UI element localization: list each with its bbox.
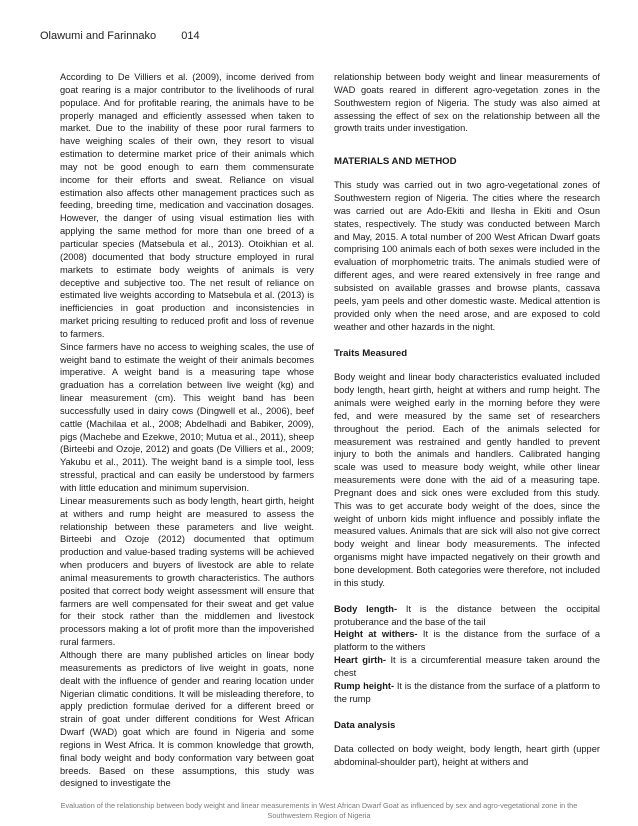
paragraph: Data collected on body weight, body length, heart girth (upper abdominal-shoulder part), height at withers and [334, 744, 600, 768]
definition-text: It is the distance between the occipital protuberance and the base of the tail [334, 603, 600, 627]
definition-term: Body length- [334, 603, 398, 614]
footer-line: Evaluation of the relationship between body weight and linear measurements in West African Dwarf Goat as influenced by sex and agro-vegetational zone in the [60, 801, 578, 810]
section-heading: Traits Measured [334, 348, 408, 360]
definition [334, 654, 600, 680]
definition-term: Heart girth- [334, 655, 386, 666]
paragraph: Linear measurements such as body length, heart girth, height at withers and rump height are measured to assess the relationship between these parameters and live weight. Birteebi and Ozoje (2012) documented that optimum production and value-based trading systems will be achieved when producers and buyers of livestock are able to relate animal measurements to growth characteristics. The authors posited that correct body weight assessment will ensure that farmers are well compensated for their sweat and get value for their stock rather than the middlemen and livestock processors making a lot of profit more than the impoverished rural farmers. [60, 495, 314, 648]
running-footer [30, 801, 608, 820]
definition [334, 680, 600, 706]
definition-term: Rump height- [334, 680, 395, 691]
paragraph: relationship between body weight and linear measurements of WAD goats reared in different agro-vegetation zones in the Southwestern region of Nigeria. The study was also aimed at assessing the effect of sex on the relationship between all the growth traits under investigation. [334, 72, 600, 134]
definition-text: It is a circumferential measure taken around the chest [334, 655, 600, 678]
paragraph: Although there are many published articles on linear body measurements as predictors of live weight in goats, none dealt with the influence of gender and rearing location under Nigerian climatic conditions. It will be misleading therefore, to apply prediction formulae derived for a different breed or strain of goat under different conditions for West African Dwarf (WAD) goat which are found in Nigeria and some regions in West Africa. It is common knowledge that growth, final body weight and body conformation vary between goat breeds. Based on these assumptions, this study was designed to investigate the [60, 649, 314, 789]
section-heading: Data analysis [334, 720, 396, 732]
footer-line: Southwestern Region of Nigeria [267, 810, 371, 820]
definition [334, 603, 600, 629]
right-column [334, 71, 600, 769]
definition-text: It is the distance from the surface of a platform to the rump [334, 680, 600, 704]
page-number: 014 [181, 30, 200, 42]
running-header [40, 30, 200, 42]
header-authors: Olawumi and Farinnako [40, 30, 157, 42]
definition-text: It is the distance from the surface of a platform to the withers [334, 629, 601, 653]
section-heading: MATERIALS AND METHOD [334, 156, 457, 168]
definition [334, 628, 600, 654]
paragraph: This study was carried out in two agro-vegetational zones of Southwestern region of Nigeria. The cities where the research was carried out are Ado-Ekiti and Ilesha in Ekiti and Osun states, respectively. The study was conducted between March and May, 2015. A total number of 200 West African Dwarf goats comprising 100 animals each of both sexes were included in the evaluation of morphometric traits. The animals studied were of different ages, and were reared extensively in free range and subsisted on available grasses and browse plants, cassava peels, yam peels and other domestic waste. Medical attention is provided only when the need arose, and are exposed to cold weather and other hazards in the night. [334, 180, 600, 332]
left-column [60, 71, 314, 790]
paragraph: Body weight and linear body characteristics evaluated included body length, heart girth, height at withers and rump height. The animals were weighed early in the morning before they were fed, and were measured by the same set of researchers throughout the period. Each of the animals selected for measurement was restrained and gently handled to prevent injury to both the animals and handlers. Calibrated hanging scale was used to measure body weight, while other linear measurements were done with the aid of a measuring tape. Pregnant does and sick ones were excluded from this study. This was to get accurate body weight of the does, since the weight of unborn kids might influence and possibly inflate the measured values. Animals that are sick will also not give correct body weight and linear body measurements. The infected organisms might have impacted negatively on their growth and bone development. Both categories were therefore, not included in this study. [334, 372, 600, 588]
paragraph: Since farmers have no access to weighing scales, the use of weight band to estimate the weight of their animals becomes imperative. A weight band is a measuring tape whose graduation has a correlation between live weight (kg) and linear measurement (cm). This weight band has been successfully used in dairy cows (Dingwell et al., 2006), beef cattle (Machilaa et al., 2008; Abdelhadi and Babiker, 2009), pigs (Machebe and Ezekwe, 2010; Mutua et al., 2011), sheep (Birteebi and Ozoje, 2012) and goats (De Villiers et al., 2009; Yakubu et al., 2011). The weight band is a simple tool, less stressful, practical and can easily be understood by farmers with little education and minimum supervision. [60, 341, 314, 493]
paragraph: According to De Villiers et al. (2009), income derived from goat rearing is a major contributor to the livelihoods of rural populace. And for profitable rearing, the animals have to be properly managed and efficiently assessed when taken to market. Due to the inability of these poor rural farmers to have weighing scales of their own, they resort to visual estimation to determine market price of their animals which may not be good enough to earn them commensurate income for their efforts and sweat. Reliance on visual estimation also affects other management practices such as feeding, breeding time, medication and vaccination dosages. However, the danger of using visual estimation lies with applying the same method for more than one breed of a particular species (Matsebula et al., 2013). Otoikhian et al. (2008) documented that body structure employed in rural markets to estimate body weights of animals is very deceptive and subjective too. The net result of reliance on estimated live weights according to Matsebula et al. (2013) is inefficiencies in goat production and inconsistencies in market pricing resulting to reduced profit and loss of revenue to farmers. [60, 72, 314, 339]
definition-term: Height at withers- [334, 629, 418, 640]
